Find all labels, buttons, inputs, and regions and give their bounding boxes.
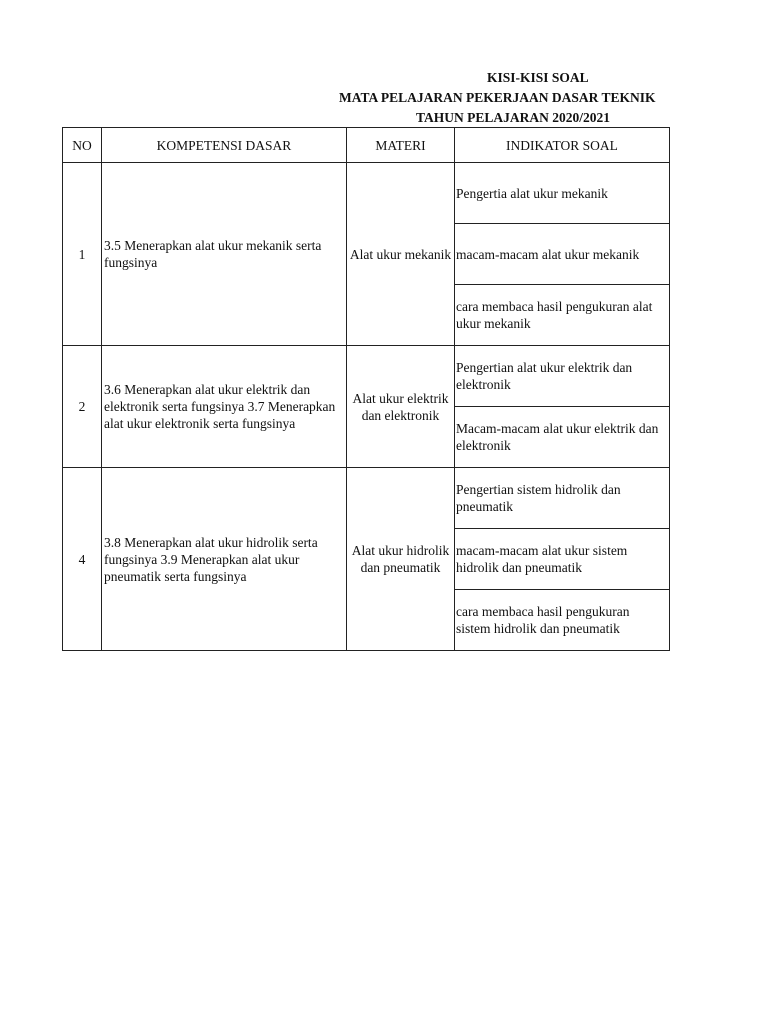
row-number: 2 (63, 346, 102, 468)
column-header-indikator: INDIKATOR SOAL (455, 128, 670, 163)
materi-cell: Alat ukur elektrik dan elektronik (347, 346, 455, 468)
indikator-cell: macam-macam alat ukur sistem hidrolik dan pneumatik (455, 529, 670, 590)
row-number: 1 (63, 163, 102, 346)
column-header-materi: MATERI (347, 128, 455, 163)
school-year-title: TAHUN PELAJARAN 2020/2021 (416, 110, 611, 125)
indikator-cell: Pengertia alat ukur mekanik (455, 163, 670, 224)
subject-title: MATA PELAJARAN PEKERJAAN DASAR TEKNIK (339, 90, 656, 105)
indikator-cell: Pengertian alat ukur elektrik dan elektronik (455, 346, 670, 407)
kompetensi-cell: 3.5 Menerapkan alat ukur mekanik serta fungsinya (102, 163, 347, 346)
indikator-cell: cara membaca hasil pengukuran sistem hidrolik dan pneumatik (455, 590, 670, 651)
document-title: KISI-KISI SOAL (487, 70, 589, 85)
indikator-cell: Macam-macam alat ukur elektrik dan elektronik (455, 407, 670, 468)
kompetensi-cell: 3.8 Menerapkan alat ukur hidrolik serta fungsinya 3.9 Menerapkan alat ukur pneumatik serta fungsinya (102, 468, 347, 651)
table-row (63, 163, 670, 224)
table-row (63, 468, 670, 529)
materi-cell: Alat ukur hidrolik dan pneumatik (347, 468, 455, 651)
kisi-kisi-table (62, 127, 670, 651)
kompetensi-cell: 3.6 Menerapkan alat ukur elektrik dan elektronik serta fungsinya 3.7 Menerapkan alat ukur elektronik serta fungsinya (102, 346, 347, 468)
indikator-cell: macam-macam alat ukur mekanik (455, 224, 670, 285)
row-number: 4 (63, 468, 102, 651)
indikator-cell: cara membaca hasil pengukuran alat ukur mekanik (455, 285, 670, 346)
table-row (63, 346, 670, 407)
indikator-cell: Pengertian sistem hidrolik dan pneumatik (455, 468, 670, 529)
materi-cell: Alat ukur mekanik (347, 163, 455, 346)
column-header-no: NO (63, 128, 102, 163)
column-header-kompetensi: KOMPETENSI DASAR (102, 128, 347, 163)
table-header-row (63, 128, 670, 163)
